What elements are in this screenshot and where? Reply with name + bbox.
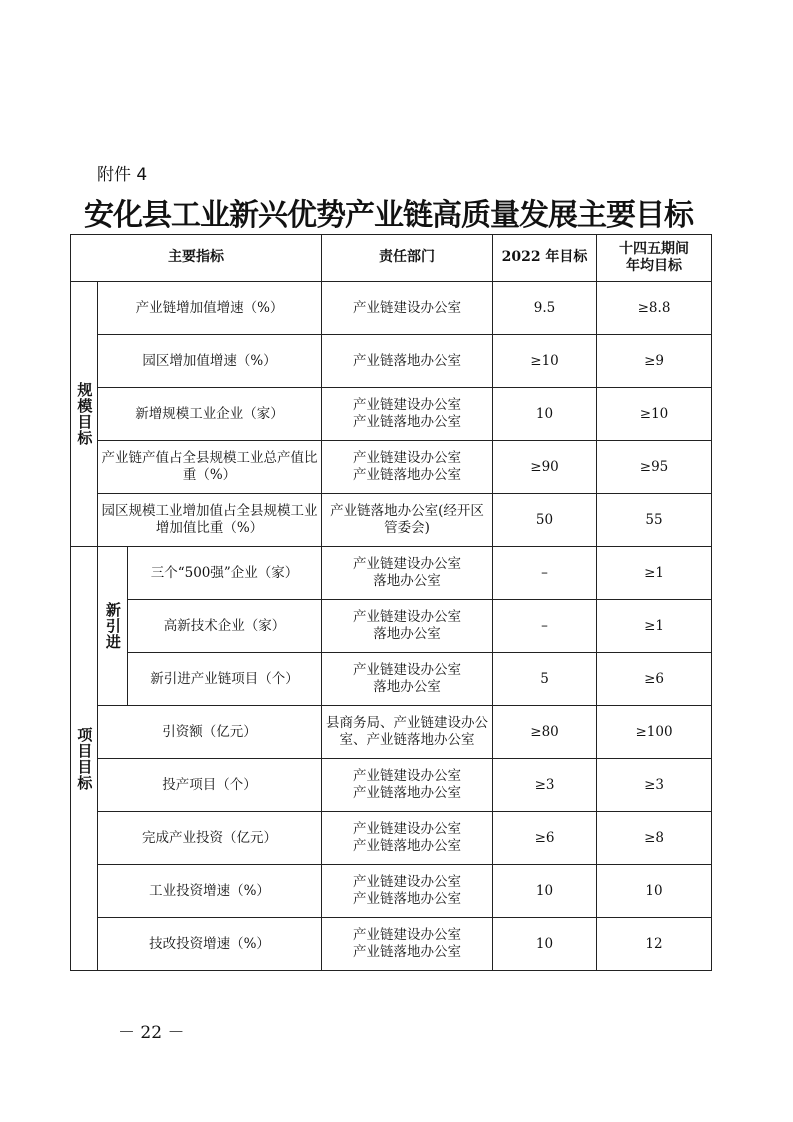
header-department: 责任部门	[322, 235, 493, 282]
table-row	[71, 388, 712, 441]
department-cell: 产业链建设办公室 落地办公室	[322, 600, 493, 653]
group-new-intro-label: 新引进	[98, 547, 128, 706]
indicator-cell: 新增规模工业企业（家）	[98, 388, 322, 441]
table-row	[71, 441, 712, 494]
indicator-cell: 产业链产值占全县规模工业总产值比重（%）	[98, 441, 322, 494]
header-target-14th	[597, 235, 712, 282]
target-2022-cell: 10	[493, 918, 597, 971]
target-14th-cell: ≥1	[597, 600, 712, 653]
target-2022-cell: –	[493, 547, 597, 600]
table-row	[71, 335, 712, 388]
target-14th-cell: 10	[597, 865, 712, 918]
department-cell: 产业链建设办公室	[322, 282, 493, 335]
target-2022-cell: 10	[493, 865, 597, 918]
target-2022-cell: 50	[493, 494, 597, 547]
department-cell: 产业链建设办公室 产业链落地办公室	[322, 441, 493, 494]
target-2022-cell: ≥3	[493, 759, 597, 812]
department-cell: 产业链建设办公室 落地办公室	[322, 547, 493, 600]
goals-table	[70, 234, 712, 971]
header-row	[71, 235, 712, 282]
table-row	[71, 865, 712, 918]
department-cell: 产业链建设办公室 产业链落地办公室	[322, 388, 493, 441]
indicator-cell: 引资额（亿元）	[98, 706, 322, 759]
table-row	[71, 918, 712, 971]
table-row	[71, 759, 712, 812]
group-scale-label: 规模目标	[71, 282, 98, 547]
attachment-label: 附件 4	[97, 165, 148, 185]
department-cell: 产业链落地办公室	[322, 335, 493, 388]
indicator-cell: 园区增加值增速（%）	[98, 335, 322, 388]
indicator-cell: 三个“500强”企业（家）	[128, 547, 322, 600]
indicator-cell: 园区规模工业增加值占全县规模工业增加值比重（%）	[98, 494, 322, 547]
header-target-14th-line2: 年均目标	[626, 258, 683, 274]
department-cell: 产业链建设办公室 产业链落地办公室	[322, 918, 493, 971]
target-2022-cell: 5	[493, 653, 597, 706]
target-2022-cell: ≥10	[493, 335, 597, 388]
indicator-cell: 技改投资增速（%）	[98, 918, 322, 971]
indicator-cell: 产业链增加值增速（%）	[98, 282, 322, 335]
target-14th-cell: ≥1	[597, 547, 712, 600]
header-target-2022: 2022 年目标	[493, 235, 597, 282]
indicator-cell: 完成产业投资（亿元）	[98, 812, 322, 865]
indicator-cell: 新引进产业链项目（个）	[128, 653, 322, 706]
department-cell: 产业链落地办公室(经开区管委会)	[322, 494, 493, 547]
indicator-cell: 工业投资增速（%）	[98, 865, 322, 918]
target-2022-cell: 9.5	[493, 282, 597, 335]
target-14th-cell: ≥8.8	[597, 282, 712, 335]
table-row	[71, 282, 712, 335]
target-14th-cell: ≥3	[597, 759, 712, 812]
department-cell: 产业链建设办公室 落地办公室	[322, 653, 493, 706]
target-2022-cell: –	[493, 600, 597, 653]
table-row	[71, 494, 712, 547]
target-14th-cell: ≥6	[597, 653, 712, 706]
table-row	[71, 547, 712, 600]
department-cell: 产业链建设办公室 产业链落地办公室	[322, 759, 493, 812]
target-14th-cell: ≥10	[597, 388, 712, 441]
target-14th-cell: ≥100	[597, 706, 712, 759]
table-row	[71, 706, 712, 759]
header-indicator: 主要指标	[71, 235, 322, 282]
indicator-cell: 高新技术企业（家）	[128, 600, 322, 653]
table-row	[71, 812, 712, 865]
department-cell: 产业链建设办公室 产业链落地办公室	[322, 865, 493, 918]
department-cell: 县商务局、产业链建设办公室、产业链落地办公室	[322, 706, 493, 759]
target-14th-cell: 12	[597, 918, 712, 971]
target-2022-cell: ≥6	[493, 812, 597, 865]
group-project-label: 项目目标	[71, 547, 98, 971]
target-14th-cell: 55	[597, 494, 712, 547]
target-2022-cell: ≥90	[493, 441, 597, 494]
header-target-14th-line1: 十四五期间	[619, 240, 690, 257]
target-2022-cell: ≥80	[493, 706, 597, 759]
department-cell: 产业链建设办公室 产业链落地办公室	[322, 812, 493, 865]
target-14th-cell: ≥9	[597, 335, 712, 388]
document-title: 安化县工业新兴优势产业链高质量发展主要目标	[84, 198, 693, 233]
target-14th-cell: ≥95	[597, 441, 712, 494]
table-row	[71, 600, 712, 653]
target-14th-cell: ≥8	[597, 812, 712, 865]
target-2022-cell: 10	[493, 388, 597, 441]
indicator-cell: 投产项目（个）	[98, 759, 322, 812]
page-number: － 22 －	[118, 1023, 185, 1043]
table-row	[71, 653, 712, 706]
